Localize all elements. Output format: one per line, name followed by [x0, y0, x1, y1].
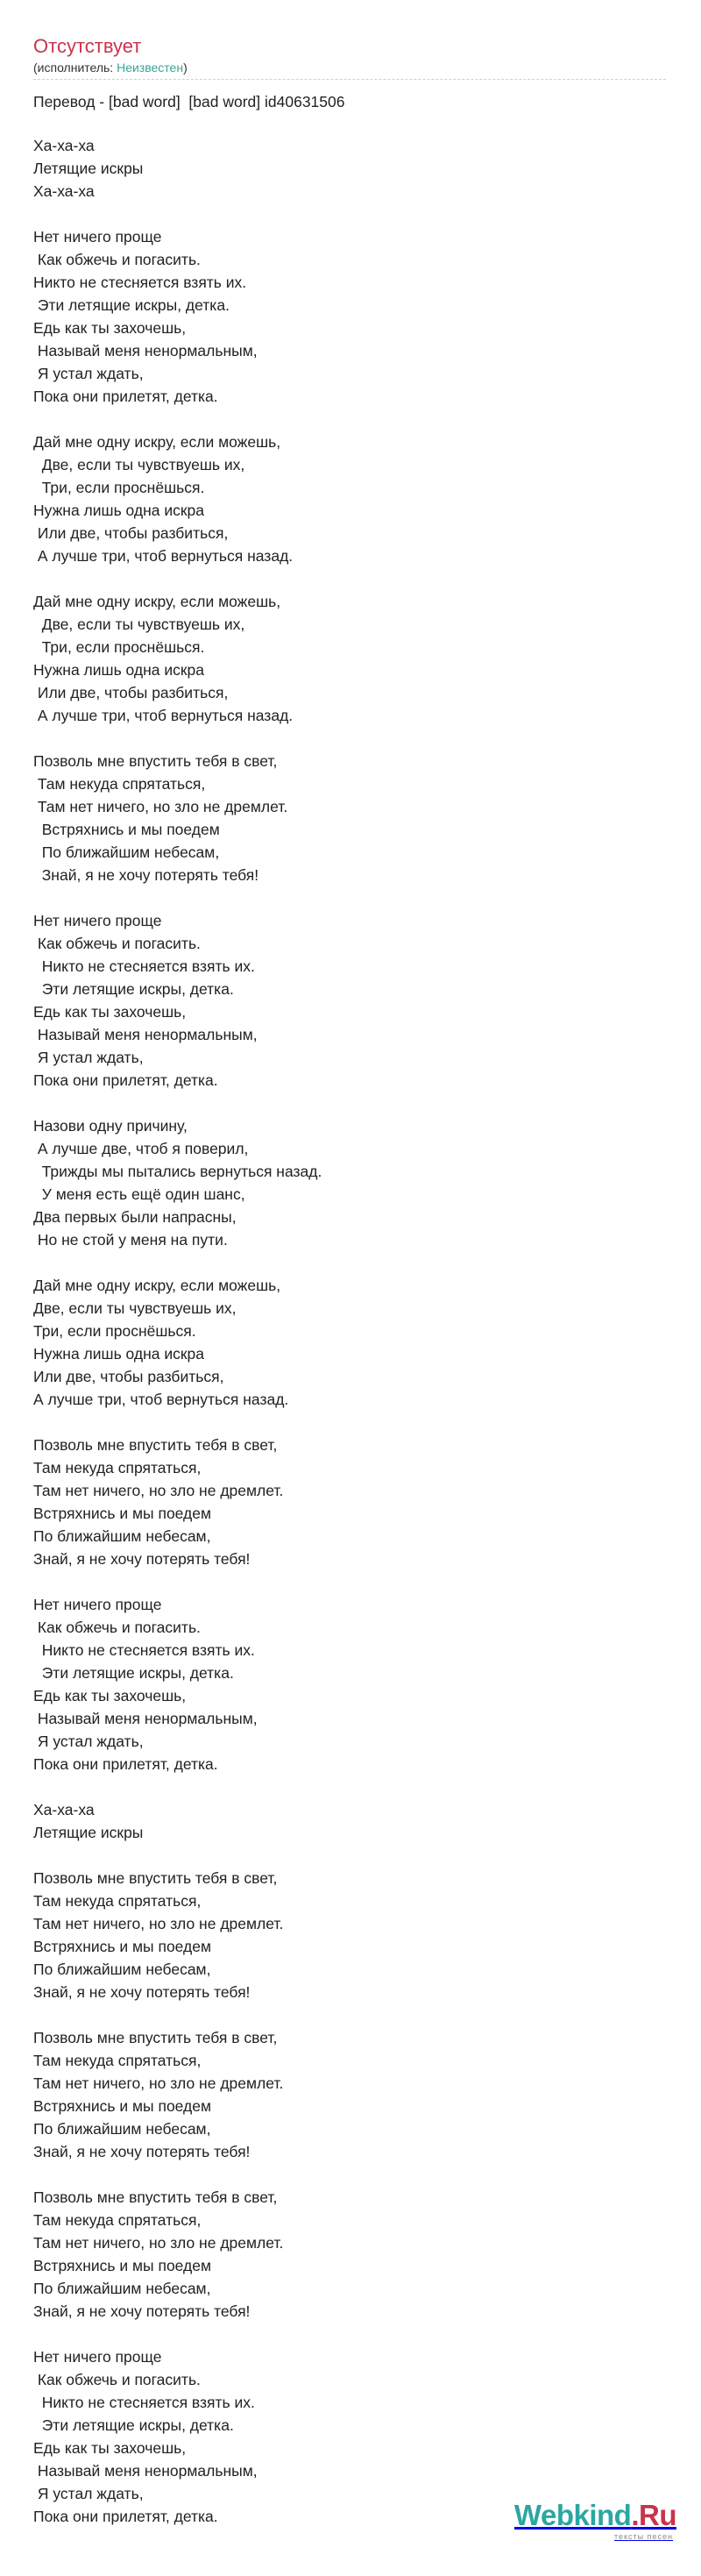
lyric-line: Трижды мы пытались вернуться назад.	[33, 1163, 322, 1180]
lyric-line: Назови одну причину,	[33, 1117, 188, 1135]
lyric-line: Ха-ха-ха	[33, 1801, 95, 1818]
lyric-stanza	[33, 1867, 666, 2003]
lyric-stanza	[33, 2186, 666, 2323]
lyric-line: Нужна лишь одна искра	[33, 661, 205, 679]
lyric-line: Там нет ничего, но зло не дремлет.	[33, 1915, 284, 1932]
lyric-stanza	[33, 590, 666, 727]
lyric-line: Эти летящие искры, детка.	[33, 296, 230, 314]
lyric-line: Никто не стесняется взять их.	[33, 274, 247, 291]
lyric-line: Знай, я не хочу потерять тебя!	[33, 2302, 251, 2320]
lyric-line: Летящие искры	[33, 160, 144, 177]
lyric-line: Как обжечь и погасить.	[33, 1619, 201, 1636]
lyric-line: Нужна лишь одна искра	[33, 1345, 205, 1363]
lyric-line: Позволь мне впустить тебя в свет,	[33, 1436, 278, 1454]
lyric-line: Знай, я не хочу потерять тебя!	[33, 2143, 251, 2160]
lyric-line: У меня есть ещё один шанс,	[33, 1185, 245, 1203]
lyric-stanza	[33, 431, 666, 567]
lyric-line: Или две, чтобы разбиться,	[33, 1368, 224, 1385]
lyric-line: Позволь мне впустить тебя в свет,	[33, 2188, 278, 2206]
lyrics-page	[33, 35, 666, 2551]
lyric-line: Никто не стесняется взять их.	[33, 2394, 255, 2411]
lyric-stanza	[33, 1798, 666, 1844]
lyric-line: Как обжечь и погасить.	[33, 251, 201, 268]
lyric-line: Называй меня ненормальным,	[33, 1026, 258, 1043]
lyric-line: Три, если проснёшься.	[33, 1322, 196, 1340]
lyric-line: Но не стой у меня на пути.	[33, 1231, 228, 1249]
logo-tld: .Ru	[631, 2499, 676, 2531]
lyric-line: По ближайшим небесам,	[33, 2120, 211, 2138]
lyric-line: Два первых были напрасны,	[33, 1208, 237, 1226]
lyric-line: Встряхнись и мы поедем	[33, 2097, 212, 2115]
song-title: Отсутствует	[33, 35, 142, 57]
lyric-line: Едь как ты захочешь,	[33, 1003, 187, 1021]
lyric-line: Эти летящие искры, детка.	[33, 2416, 234, 2434]
lyric-line: Две, если ты чувствуешь их,	[33, 456, 245, 473]
lyric-line: Знай, я не хочу потерять тебя!	[33, 1983, 251, 2001]
lyric-line: Как обжечь и погасить.	[33, 935, 201, 952]
lyric-line: Позволь мне впустить тебя в свет,	[33, 752, 278, 770]
lyric-line: Встряхнись и мы поедем	[33, 1505, 212, 1522]
lyric-line: Никто не стесняется взять их.	[33, 1641, 255, 1659]
lyric-stanza	[33, 225, 666, 408]
artist-suffix: )	[183, 60, 188, 75]
lyric-line: Там некуда спрятаться,	[33, 2211, 202, 2229]
lyric-line: Нет ничего проще	[33, 1596, 162, 1613]
lyric-line: Нет ничего проще	[33, 912, 162, 929]
lyric-line: А лучше три, чтоб вернуться назад.	[33, 1391, 289, 1408]
lyric-line: Дай мне одну искру, если можешь,	[33, 433, 281, 451]
lyric-line: Знай, я не хочу потерять тебя!	[33, 1550, 251, 1568]
artist-line	[33, 60, 666, 75]
lyric-stanza	[33, 750, 666, 886]
lyric-line: Называй меня ненормальным,	[33, 342, 258, 359]
artist-link[interactable]: Неизвестен	[117, 60, 184, 75]
lyric-line: По ближайшим небесам,	[33, 1527, 211, 1545]
lyric-line: Дай мне одну искру, если можешь,	[33, 1277, 281, 1294]
lyric-line: Там некуда спрятаться,	[33, 2052, 202, 2069]
lyric-line: Ха-ха-ха	[33, 182, 95, 200]
lyric-line: Там некуда спрятаться,	[33, 1459, 202, 1477]
lyric-line: Там нет ничего, но зло не дремлет.	[33, 798, 288, 815]
lyric-stanza	[33, 1274, 666, 1411]
lyric-line: Или две, чтобы разбиться,	[33, 684, 229, 701]
lyric-line: Я устал ждать,	[33, 365, 144, 382]
lyric-line: Я устал ждать,	[33, 1049, 144, 1066]
lyric-line: Эти летящие искры, детка.	[33, 1664, 234, 1682]
lyric-line: Три, если проснёшься.	[33, 638, 205, 656]
lyric-line: Или две, чтобы разбиться,	[33, 524, 229, 542]
lyric-line: А лучше три, чтоб вернуться назад.	[33, 547, 294, 565]
lyric-line: Я устал ждать,	[33, 2485, 144, 2502]
lyric-line: Позволь мне впустить тебя в свет,	[33, 1869, 278, 1887]
lyric-line: Позволь мне впустить тебя в свет,	[33, 2029, 278, 2046]
lyric-line: Нет ничего проще	[33, 228, 162, 246]
lyric-line: Две, если ты чувствуешь их,	[33, 1299, 237, 1317]
logo-brand: Webkind	[513, 2499, 632, 2531]
lyric-stanza	[33, 2026, 666, 2163]
lyric-line: Летящие искры	[33, 1824, 144, 1841]
lyric-line: По ближайшим небесам,	[33, 843, 220, 861]
webkind-logo[interactable]	[510, 2499, 676, 2543]
lyric-line: Там нет ничего, но зло не дремлет.	[33, 2234, 284, 2252]
logo-tagline: тексты песен	[613, 2532, 673, 2541]
lyric-line: Едь как ты захочешь,	[33, 2439, 187, 2457]
lyric-line: Там некуда спрятаться,	[33, 1892, 202, 1910]
lyric-line: Ха-ха-ха	[33, 137, 95, 154]
lyric-line: А лучше три, чтоб вернуться назад.	[33, 707, 294, 724]
lyric-line: Встряхнись и мы поедем	[33, 1938, 212, 1955]
lyric-line: Там нет ничего, но зло не дремлет.	[33, 1482, 284, 1499]
lyric-line: Знай, я не хочу потерять тебя!	[33, 866, 259, 884]
lyric-line: Там нет ничего, но зло не дремлет.	[33, 2074, 284, 2092]
lyric-line: Пока они прилетят, детка.	[33, 1071, 218, 1089]
lyric-line: Едь как ты захочешь,	[33, 1687, 187, 1704]
lyric-stanza	[33, 1114, 666, 1251]
lyric-line: Называй меня ненормальным,	[33, 2462, 258, 2480]
lyric-line: Пока они прилетят, детка.	[33, 2508, 218, 2525]
header-divider	[33, 79, 666, 80]
lyric-line: Встряхнись и мы поедем	[33, 2257, 212, 2274]
lyric-line: Как обжечь и погасить.	[33, 2371, 201, 2388]
lyric-line: По ближайшим небесам,	[33, 1960, 211, 1978]
lyric-line: Пока они прилетят, детка.	[33, 1755, 218, 1773]
lyric-line: Дай мне одну искру, если можешь,	[33, 593, 281, 610]
lyric-line: Никто не стесняется взять их.	[33, 957, 255, 975]
lyric-line: Нужна лишь одна искра	[33, 502, 205, 519]
translation-line: Перевод - [bad word] [bad word] id40631506	[33, 93, 345, 110]
lyric-line: Эти летящие искры, детка.	[33, 980, 234, 998]
lyric-stanza	[33, 1434, 666, 1570]
lyrics-body	[33, 134, 666, 2528]
artist-prefix: (исполнитель:	[33, 60, 117, 75]
lyric-stanza	[33, 134, 666, 203]
lyric-line: Пока они прилетят, детка.	[33, 388, 218, 405]
lyric-line: Две, если ты чувствуешь их,	[33, 616, 245, 633]
lyric-line: Я устал ждать,	[33, 1733, 144, 1750]
lyric-line: Нет ничего проще	[33, 2348, 162, 2366]
logo-wordmark	[510, 2499, 676, 2532]
lyric-line: Встряхнись и мы поедем	[33, 821, 220, 838]
lyric-line: Называй меня ненормальным,	[33, 1710, 258, 1727]
lyric-line: Едь как ты захочешь,	[33, 319, 187, 337]
lyric-stanza	[33, 909, 666, 1092]
lyric-stanza	[33, 1593, 666, 1775]
lyric-line: А лучше две, чтоб я поверил,	[33, 1140, 249, 1157]
lyric-line: Там некуда спрятаться,	[33, 775, 206, 793]
lyric-line: По ближайшим небесам,	[33, 2280, 211, 2297]
lyric-line: Три, если проснёшься.	[33, 479, 205, 496]
